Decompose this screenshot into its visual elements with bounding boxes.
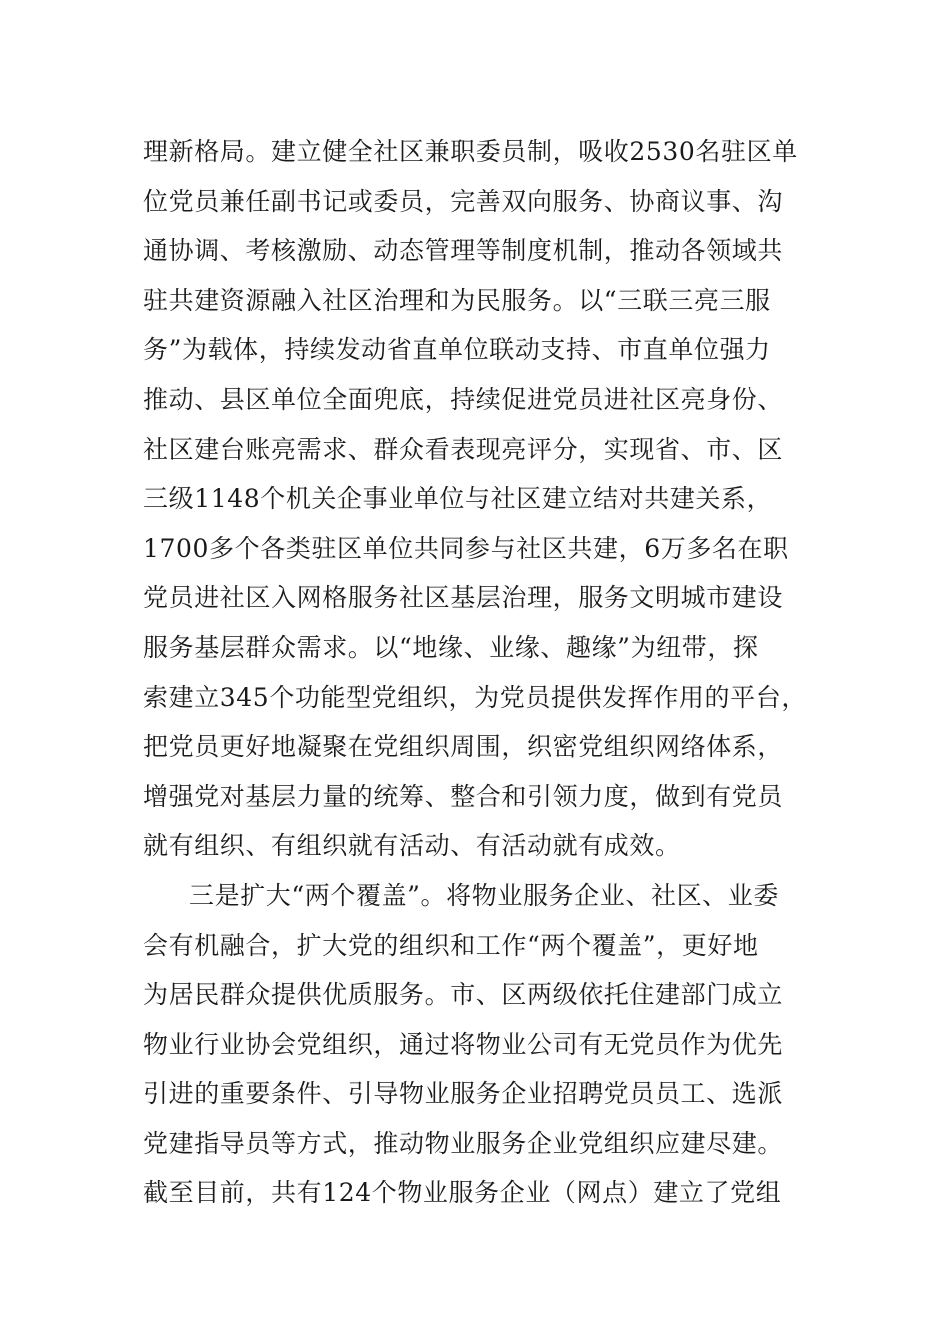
paragraph-2 — [143, 871, 833, 1218]
text-line: 会有机融合，扩大党的组织和工作“两个覆盖”，更好地 — [143, 930, 759, 960]
text-line: 1700多个各类驻区单位共同参与社区共建，6万多名在职 — [143, 533, 789, 563]
text-line: 物业行业协会党组织，通过将物业公司有无党员作为优先 — [143, 1029, 784, 1059]
text-line: 理新格局。建立健全社区兼职委员制，吸收2530名驻区单 — [143, 137, 798, 166]
body-text — [143, 127, 833, 1218]
text-line: 把党员更好地凝聚在党组织周围，织密党组织网络体系， — [143, 732, 784, 762]
text-line: 党员进社区入网格服务社区基层治理，服务文明城市建设 — [143, 583, 784, 613]
text-line: 三级1148个机关企事业单位与社区建立结对共建关系， — [143, 484, 773, 514]
text-line: 为居民群众提供优质服务。市、区两级依托住建部门成立 — [143, 980, 784, 1010]
text-line: 推动、县区单位全面兜底，持续促进党员进社区亮身份、 — [143, 384, 784, 414]
text-line: 截至目前，共有124个物业服务企业（网点）建立了党组 — [143, 1178, 782, 1208]
text-line: 通协调、考核激励、动态管理等制度机制，推动各领域共 — [143, 236, 784, 266]
text-line: 务”为载体，持续发动省直单位联动支持、市直单位强力 — [143, 335, 771, 365]
text-line: 驻共建资源融入社区治理和为民服务。以“三联三亮三服 — [143, 285, 771, 315]
text-line: 党建指导员等方式，推动物业服务企业党组织应建尽建。 — [143, 1128, 784, 1158]
text-line: 三是扩大“两个覆盖”。将物业服务企业、社区、业委 — [189, 880, 779, 910]
text-line: 社区建台账亮需求、群众看表现亮评分，实现省、市、区 — [143, 434, 784, 464]
text-line: 服务基层群众需求。以“地缘、业缘、趣缘”为纽带，探 — [143, 632, 759, 662]
text-line: 引进的重要条件、引导物业服务企业招聘党员员工、选派 — [143, 1079, 784, 1109]
text-line: 就有组织、有组织就有活动、有活动就有成效。 — [143, 831, 681, 861]
text-line: 增强党对基层力量的统筹、整合和引领力度，做到有党员 — [143, 781, 784, 811]
paragraph-1 — [143, 127, 833, 871]
text-line: 位党员兼任副书记或委员，完善双向服务、协商议事、沟 — [143, 186, 784, 216]
text-line: 索建立345个功能型党组织，为党员提供发挥作用的平台， — [143, 682, 807, 712]
